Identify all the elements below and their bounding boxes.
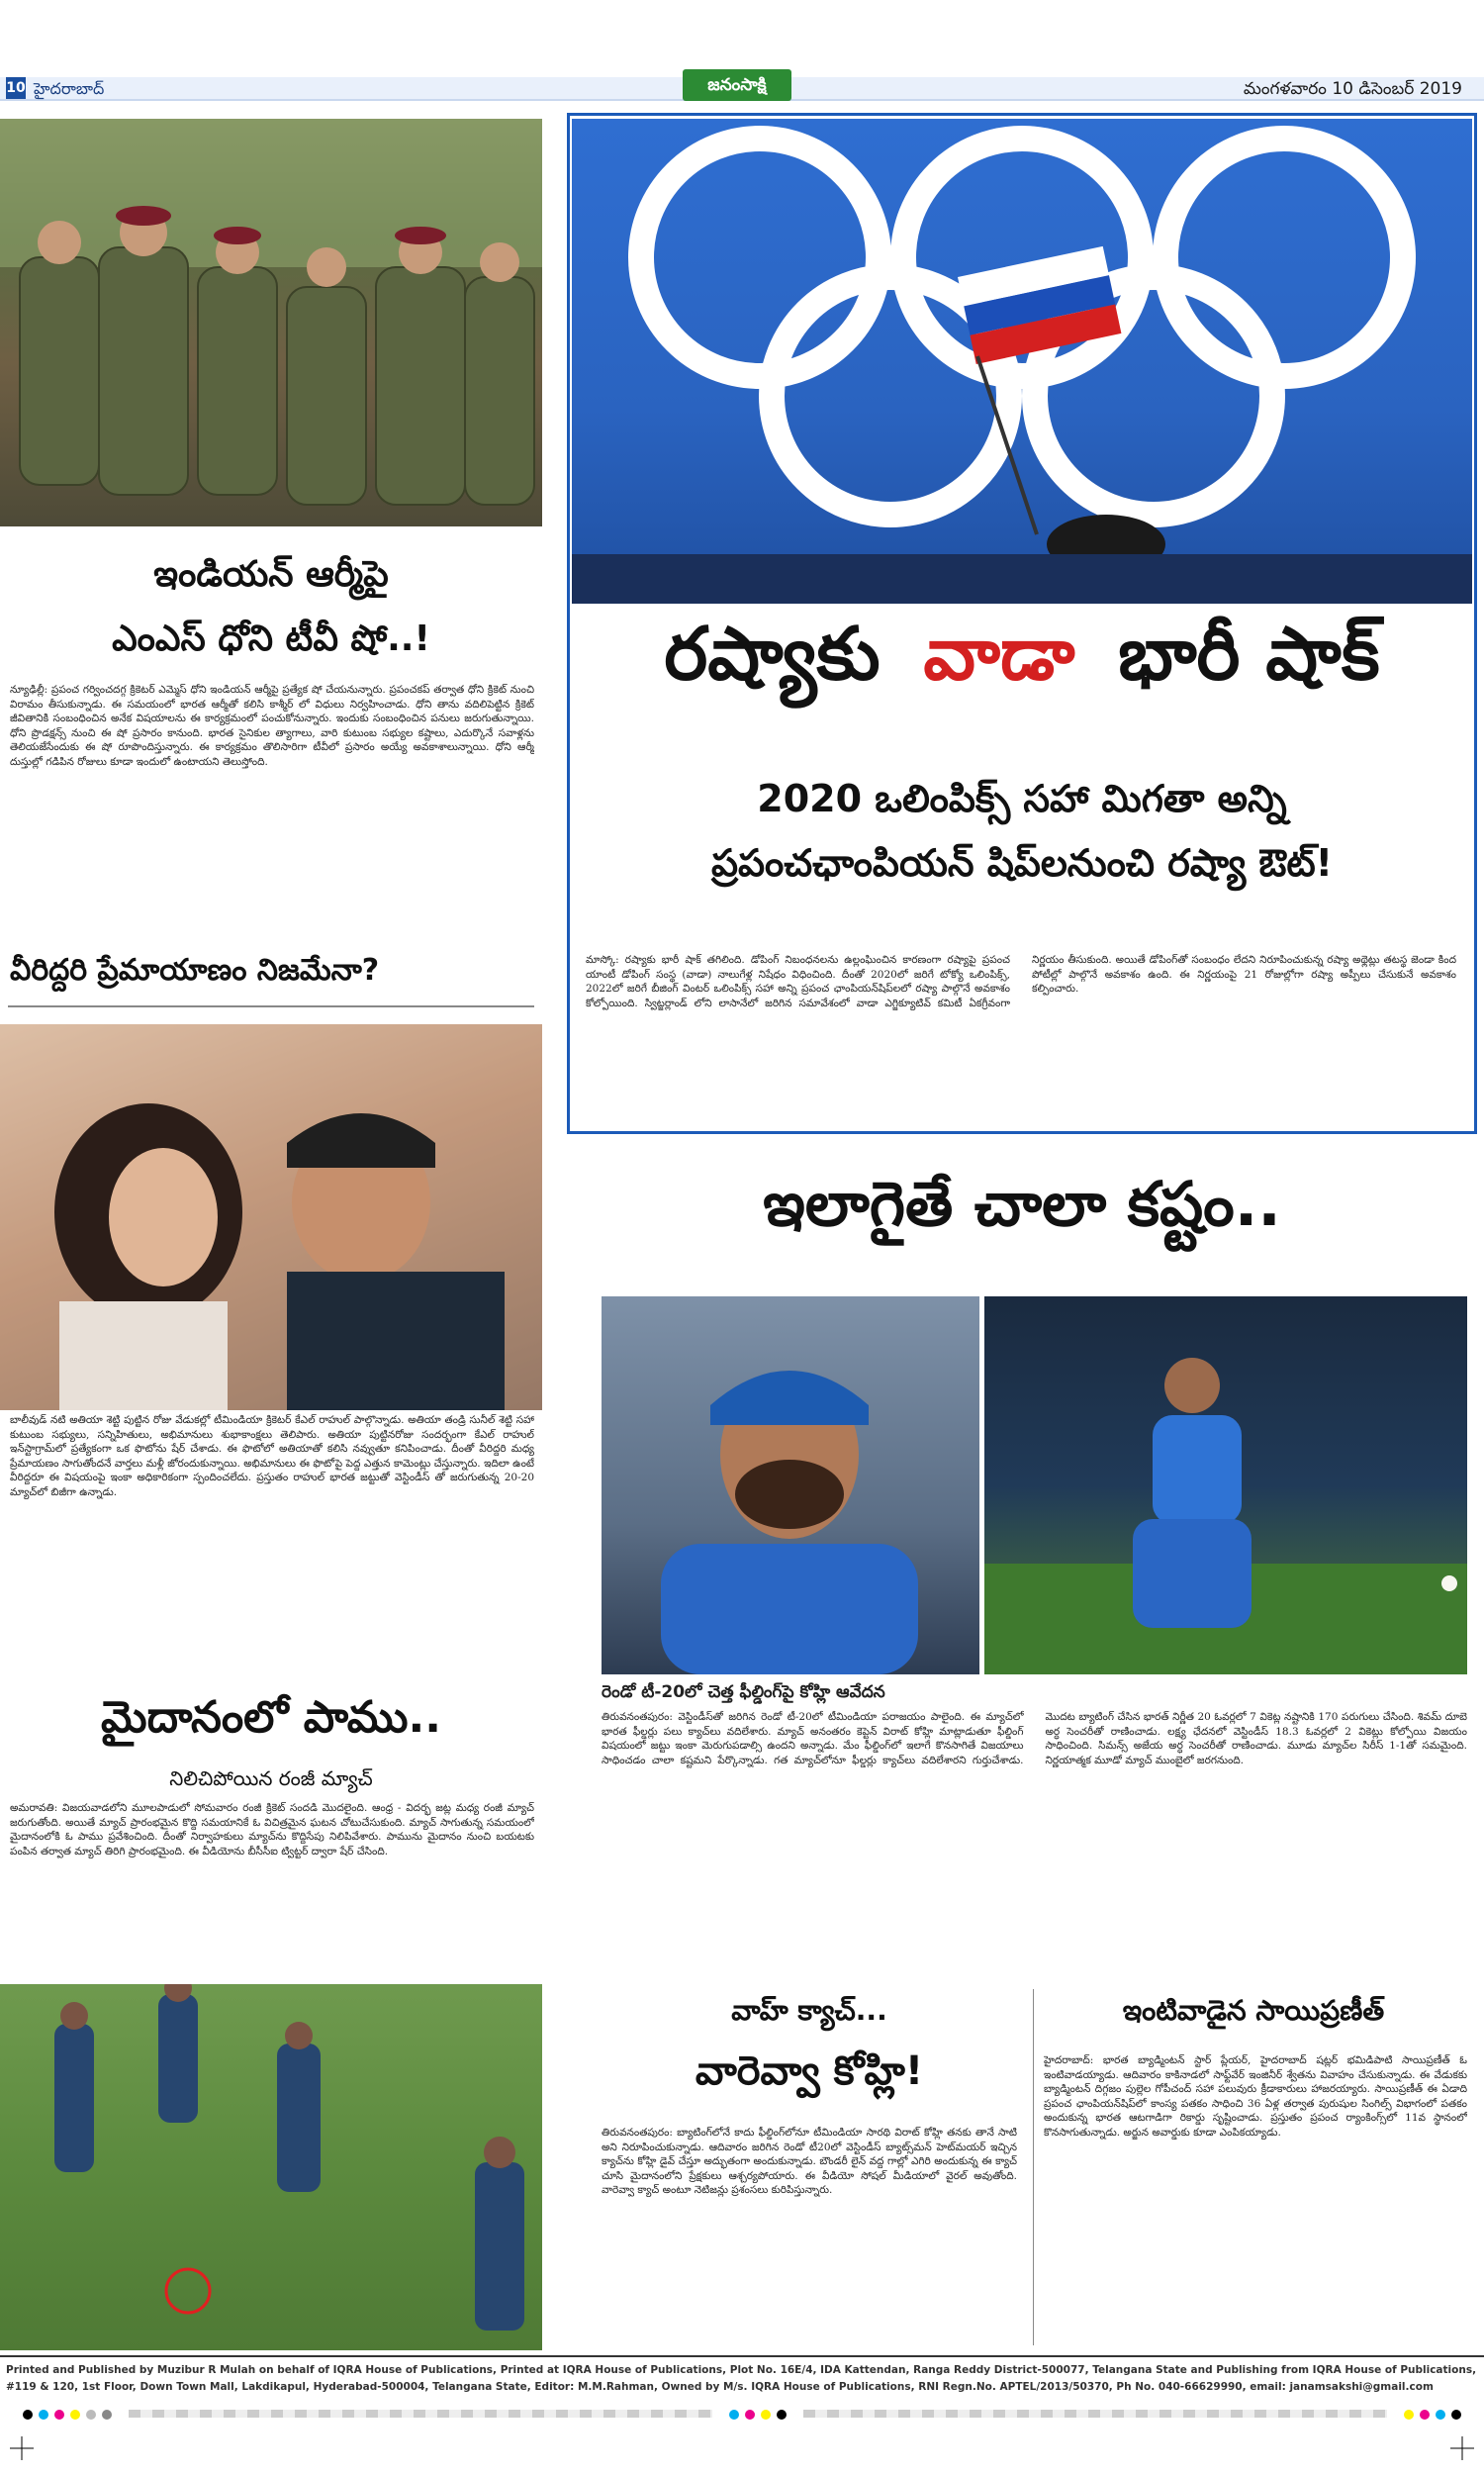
kohli-portrait-photo (602, 1296, 979, 1674)
russia-article: మాస్కో: రష్యాకు భారీ షాక్ తగిలింది. డోపింగ్ నిబంధనలను ఉల్లంఘించిన కారణంగా రష్యాపై ప్రపంచ యాంటీ డోపింగ్ సంస్థ (వాడా) నాలుగేళ్ల నిషేధం విధించింది. దీంతో 2020లో జరిగే టోక్యో ఒలింపిక్స్, 2022లో జరిగే బీజింగ్ వింటర్ ఒలింపిక్స్ సహా అన్ని ప్రపంచ ఛాంపియన్‌షిప్‌లలో రష్యా పాల్గొనే అవకాశం కోల్పోయింది. స్విట్జర్లాండ్ లోని లాసానేలో జరిగిన సమావేశంలో వాడా ఎగ్జిక్యూటివ్ కమిటీ ఏకగ్రీవంగా నిర్ణయం తీసుకుంది. అయితే డోపింగ్‌తో సంబంధం లేదని నిరూపించుకున్న రష్యా అథ్లెట్లు తటస్థ జెండా కింద పోటీల్లో పాల్గొనే అవకాశం ఉంది. ఈ నిర్ణయంపై 21 రోజుల్లోగా రష్యా అప్పీలు చేసుకునే అవకాశం కల్పించారు. (586, 954, 1456, 1009)
snake-subheadline: నిలిచిపోయిన రంజీ మ్యాచ్ (169, 1766, 373, 1790)
catch-headline-1: వాహ్ క్యాచ్... (731, 1994, 887, 2027)
column-divider (1033, 1989, 1034, 2345)
kohli-illustration (602, 1296, 979, 1674)
army-photo (0, 119, 542, 526)
snake-article: అమరావతి: విజయవాడలోని మూలపాడులో సోమవారం రంజీ క్రికెట్ సందడి మొదలైంది. ఆంధ్ర - విదర్భ జట్ల మధ్య రంజీ మ్యాచ్ జరుగుతోంది. అయితే మ్యాచ్ ప్రారంభమైన కొద్ది సమయానికే ఓ విచిత్రమైన ఘటన చోటుచేసుకుంది. మ్యాచ్ సాగుతున్న సమయంలో మైదానంలోకి ఓ పాము ప్రవేశించింది. దీంతో నిర్వాహకులు మ్యాచ్‌ను కొద్దిసేపు నిలిపివేశారు. పామును మైదానం నుంచి బయటకు పంపిన తర్వాత మ్యాచ్ తిరిగి ప్రారంభమైంది. ఈ వీడియోను బీసీసీఐ ట్విట్టర్ ద్వారా షేర్ చేసింది. (10, 1802, 534, 1857)
registration-color-bar (20, 2407, 1464, 2421)
dhoni-headline-1: ఇండియన్ ఆర్మీపై (153, 554, 389, 595)
romance-article: బాలీవుడ్ నటి అతియా శెట్టి పుట్టిన రోజు వేడుకల్లో టీమిండియా క్రికెటర్ కేఎల్ రాహుల్ పాల్గొన్నాడు. అతియా తండ్రి సునీల్ శెట్టి సహా కుటుంబ సభ్యులు, సన్నిహితులు, అభిమానులు శుభాకాంక్షలు తెలిపారు. అతియా పుట్టినరోజు సందర్భంగా కేఎల్ రాహుల్ ఇన్‌స్టాగ్రామ్‌లో ప్రత్యేకంగా ఒక ఫొటోను షేర్ చేశాడు. ఈ ఫొటోలో అతియాతో కలిసి నవ్వుతూ కనిపించాడు. దీంతో వీరిద్దరి మధ్య ప్రేమాయణం సాగుతోందనే వార్తలు మళ్లీ జోరందుకున్నాయి. అభిమానులు ఈ ఫొటోపై పెద్ద ఎత్తున కామెంట్లు చేస్తున్నారు. ఇదిలా ఉంటే వీరిద్దరూ ఈ విషయంపై ఇంకా అధికారికంగా స్పందించలేదు. ప్రస్తుతం రాహుల్ భారత జట్టుతో వెస్టిండీస్ తో జరుగుతున్న 20-20 మ్యాచ్‌లో బిజీగా ఉన్నాడు. (10, 1414, 534, 1498)
color-swatch-group-left (20, 2405, 115, 2424)
sai-article: హైదరాబాద్: భారత బ్యాడ్మింటన్ స్టార్ ప్లేయర్, హైదరాబాద్ షట్లర్ భమిడిపాటి సాయిప్రణీత్ ఓ ఇంటివాడయ్యాడు. ఆదివారం కాకినాడలో సాఫ్ట్‌వేర్ ఇంజినీర్ శ్వేతను వివాహం చేసుకున్నాడు. ఈ వేడుకకు బ్యాడ్మింటన్ దిగ్గజం పుల్లెల గోపీచంద్ సహా పలువురు క్రీడాకారులు హాజరయ్యారు. సాయిప్రణీత్ ఈ ఏడాది ప్రపంచ ఛాంపియన్‌షిప్‌లో కాంస్య పతకం సాధించి 36 ఏళ్ల తర్వాత పురుషుల సింగిల్స్ విభాగంలో పతకం అందుకున్న భారత ఆటగాడిగా రికార్డు సృష్టించాడు. ప్రస్తుతం ప్రపంచ ర్యాంకింగ్స్‌లో 11వ స్థానంలో కొనసాగుతున్నాడు. అర్జున అవార్డుకు కూడా ఎంపికయ్యాడు. (1044, 2054, 1467, 2139)
imprint-line-1: Printed and Published by Muzibur R Mulah on behalf of IQRA House of Publications, Printed at IQRA House of Publications, Plot No. 16E/4, IDA Kattendan, Ranga Reddy District-500077, Telangana State and Publishing from IQRA House of Publications, (6, 2364, 1477, 2376)
couple-illustration (0, 1024, 542, 1410)
city-label: హైదరాబాద్ (34, 79, 105, 98)
issue-date: మంగళవారం 10 డిసెంబర్ 2019 (1243, 79, 1462, 99)
russia-headline-part2: భారీ షాక్ (1118, 612, 1380, 697)
fielder-illustration (984, 1296, 1467, 1674)
russia-headline-part1: రష్యాకు (664, 612, 881, 697)
couple-photo (0, 1024, 542, 1410)
color-swatch-group-right (1401, 2405, 1464, 2424)
sai-headline: ఇంటివాడైన సాయిప్రణీత్ (1122, 1994, 1385, 2027)
kohli-article: తిరువనంతపురం: వెస్టిండీస్‌తో జరిగిన రెండో టీ-20లో టీమిండియా పరాజయం పాలైంది. ఈ మ్యాచ్‌లో భారత ఫీల్డర్లు పలు క్యాచ్‌లు వదిలేశారు. మ్యాచ్ అనంతరం కెప్టెన్ విరాట్ కోహ్లి మాట్లాడుతూ ఫీల్డింగ్ విషయంలో జట్టు ఇంకా మెరుగుపడాల్సి ఉందని అన్నాడు. మేం ఫీల్డింగ్‌లో ఇలాగే కొనసాగితే విజయాలు సాధించడం చాలా కష్టమని పేర్కొన్నాడు. గత మ్యాచ్‌లోనూ ఫీల్డర్లు క్యాచ్‌లు వదిలేశారని గుర్తుచేశాడు. మొదట బ్యాటింగ్ చేసిన భారత్ నిర్ణీత 20 ఓవర్లలో 7 వికెట్ల నష్టానికి 170 పరుగులు చేసింది. శివమ్ దూబె అర్ధ సెంచరీతో రాణించాడు. లక్ష్య ఛేదనలో వెస్టిండీస్ 18.3 ఓవర్లలో 2 వికెట్లు కోల్పోయి విజయం సాధించింది. సిమన్స్ అజేయ అర్ధ సెంచరీతో రాణించాడు. మూడు మ్యాచ్‌ల సిరీస్ 1-1తో సమమైంది. నిర్ణయాత్మక మూడో మ్యాచ్ ముంబైలో జరగనుంది. (602, 1711, 1467, 1766)
fielder-photo (984, 1296, 1467, 1674)
imprint-line-2: #119 & 120, 1st Floor, Down Town Mall, Lakdikapul, Hyderabad-500004, Telangana State, Editor: M.M.Rahman, Owned by M/s. IQRA House of Publications, RNI Regn.No. APTEL/2013/50370, Ph No. 040-66629990, email: janamsakshi@gmail.com (6, 2381, 1434, 2393)
dhoni-headline-2: ఎంఎస్ ధోని టీవీ షో..! (112, 619, 430, 659)
catch-article: తిరువనంతపురం: బ్యాటింగ్‌లోనే కాదు ఫీల్డింగ్‌లోనూ టీమిండియా సారథి విరాట్ కోహ్లి తనకు తానే సాటి అని నిరూపించుకున్నాడు. ఆదివారం జరిగిన రెండో టీ20లో వెస్టిండీస్ బ్యాట్స్‌మన్ హెట్‌మయర్ ఇచ్చిన క్యాచ్‌ను కోహ్లి డైవ్ చేస్తూ అద్భుతంగా అందుకున్నాడు. బౌండరీ లైన్ వద్ద గాల్లో ఎగిరి అందుకున్న ఈ క్యాచ్ చూసి మైదానంలోని ప్రేక్షకులు ఆశ్చర్యపోయారు. ఈ వీడియో సోషల్ మీడియాలో వైరల్ అవుతోంది. వారెవ్వా క్యాచ్ అంటూ నెటిజన్లు ప్రశంసలు కురిపిస్తున్నారు. (602, 2127, 1017, 2197)
russia-subheadline-1: 2020 ఒలింపిక్స్ సహా మిగతా అన్ని (757, 777, 1287, 820)
page-number: 10 (6, 77, 26, 99)
russia-headline (572, 612, 1472, 714)
divider (8, 1005, 534, 1007)
cricket-ground-photo (0, 1984, 542, 2350)
catch-headline-2: వారెవ్వా కోహ్లి! (695, 2048, 924, 2094)
gray-strip-2 (803, 2410, 1387, 2418)
snake-headline: మైదానంలో పాము.. (101, 1692, 441, 1743)
crop-mark-right (1450, 2436, 1474, 2460)
soldiers-illustration (0, 119, 542, 526)
kohli-caption: రెండో టీ-20లో చెత్త ఫీల్డింగ్‌పై కోహ్లి ఆవేదన (602, 1682, 885, 1702)
gray-strip (129, 2410, 712, 2418)
newspaper-logo: జనంసాక్షి (683, 69, 791, 101)
romance-headline: వీరిద్దరి ప్రేమాయాణం నిజమేనా? (10, 953, 380, 988)
russia-headline-accent: వాడా (923, 612, 1075, 697)
players-illustration (0, 1984, 542, 2350)
crop-mark-left (10, 2436, 34, 2460)
russia-subheadline-2: ప్రపంచఛాంపియన్ షిప్‌లనుంచి రష్యా ఔట్! (710, 841, 1333, 885)
olympic-rings-illustration (572, 119, 1472, 604)
snake-highlight-circle (166, 2269, 210, 2313)
footer-divider (0, 2355, 1484, 2357)
kohli-headline: ఇలాగైతే చాలా కష్టం.. (763, 1168, 1281, 1240)
color-swatch-group-mid (726, 2405, 789, 2424)
olympic-rings-photo (572, 119, 1472, 604)
dhoni-article: న్యూఢిల్లీ: ప్రపంచ గర్వించదగ్గ క్రికెటర్ ఎమ్మెస్ ధోని ఇండియన్ ఆర్మీపై ప్రత్యేక షో చేయనున్నారు. ప్రపంచకప్ తర్వాత ధోని క్రికెట్ నుంచి విరామం తీసుకున్నాడు. ఈ సమయంలో భారత ఆర్మీతో కలిసి కాశ్మీర్ లో విధులు నిర్వహించాడు. ధోని తాను వదిలిపెట్టిన క్రికెట్ జీవితానికి సంబంధించిన అనేక విషయాలను ఈ కార్యక్రమంలో పంచుకోనున్నారు. ఇందుకు సంబంధించిన పనులు జరుగుతున్నాయి. ధోని ప్రొడక్షన్స్ నుంచి ఈ షో ప్రసారం కానుంది. భారత సైనికుల త్యాగాలు, వారి కుటుంబ సభ్యుల కష్టాలు, ఎదుర్కొనే సవాళ్లను తెలియజేసేందుకు ఈ షో రూపొందిస్తున్నారు. ఈ కార్యక్రమం తొలిసారిగా టీవీలో ప్రసారం అయ్యే అవకాశాలున్నాయి. ధోని ఆర్మీ దుస్తుల్లో గడిపిన రోజులు కూడా ఇందులో ఉంటాయని తెలుస్తోంది. (10, 684, 534, 768)
